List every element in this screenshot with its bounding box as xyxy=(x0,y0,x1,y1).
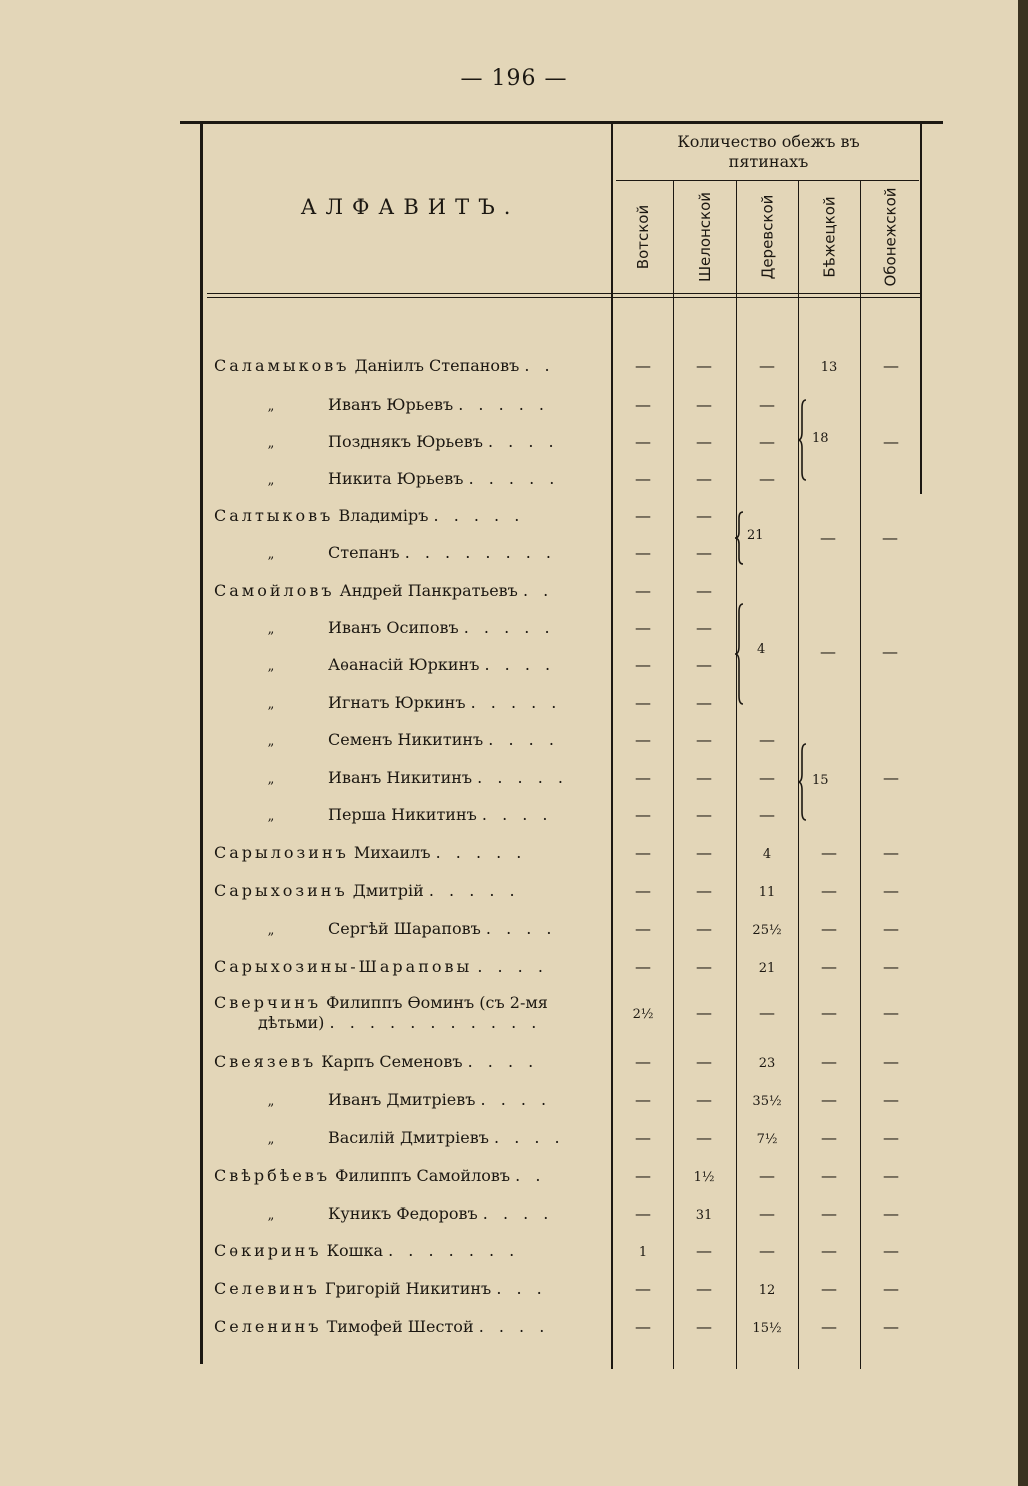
surname: Сарылозинъ xyxy=(214,843,349,862)
surname: Сѳкиринъ xyxy=(214,1241,322,1260)
given-name: Даніилъ Степановъ xyxy=(354,356,520,375)
header-bottom-rule-1 xyxy=(207,293,920,294)
table-cell: — xyxy=(635,543,651,562)
header-bottom-rule-2 xyxy=(207,297,920,298)
leader-dots: . . . . . xyxy=(477,768,568,787)
table-cell: — xyxy=(696,581,712,600)
table-cell: — xyxy=(635,919,651,938)
table-cell: — xyxy=(696,1241,712,1260)
ditto-mark: „ xyxy=(267,1132,275,1147)
table-row-name xyxy=(214,1166,600,1186)
table-row-name xyxy=(214,768,600,790)
brace-value-18: 18 xyxy=(812,431,829,446)
table-cell: — xyxy=(883,432,899,451)
given-name: Куникъ Федоровъ xyxy=(328,1204,478,1223)
alphabet-header: АЛФАВИТЪ. xyxy=(300,195,520,219)
surname: Салтыковъ xyxy=(214,506,334,525)
table-cell: 25½ xyxy=(752,923,782,938)
table-cell: — xyxy=(759,356,775,375)
leader-dots: . . . . xyxy=(487,432,559,451)
table-cell: — xyxy=(696,730,712,749)
table-cell: 15½ xyxy=(752,1321,782,1336)
table-cell: — xyxy=(821,957,837,976)
page-number: — 196 — xyxy=(460,66,568,91)
column-header-votskoy: Вотской xyxy=(634,204,653,270)
table-row-name xyxy=(214,805,600,827)
ditto-mark: „ xyxy=(267,399,275,414)
table-row-name xyxy=(214,506,600,526)
leader-dots: . . . . . xyxy=(470,693,562,712)
given-name: Михаилъ xyxy=(353,843,431,862)
table-left-border xyxy=(200,124,203,1364)
table-row-name xyxy=(214,581,600,601)
table-row-name xyxy=(214,356,600,376)
table-cell: — xyxy=(821,1166,837,1185)
table-cell: — xyxy=(635,1166,651,1185)
leader-dots: . . . . xyxy=(467,1052,539,1071)
leader-dots: . . . . . xyxy=(463,618,555,637)
table-cell: — xyxy=(635,881,651,900)
brace-4 xyxy=(735,602,755,706)
ditto-mark: „ xyxy=(267,734,275,749)
surname: Свеязевъ xyxy=(214,1052,317,1071)
table-row-name xyxy=(214,1241,600,1261)
brace-side-cell-obo-4: — xyxy=(882,642,898,661)
leader-dots: . . xyxy=(515,1166,546,1185)
given-name: Степанъ xyxy=(328,543,400,562)
given-name: Иванъ Юрьевъ xyxy=(328,395,454,414)
quantity-header-line1: Количество обежъ въ xyxy=(677,132,860,151)
table-cell: — xyxy=(759,1241,775,1260)
surname: Самойловъ xyxy=(214,581,335,600)
table-cell: — xyxy=(759,1204,775,1223)
table-cell: — xyxy=(635,432,651,451)
table-cell: — xyxy=(696,843,712,862)
table-cell: — xyxy=(696,543,712,562)
given-name: Дмитрій xyxy=(352,881,424,900)
table-cell: — xyxy=(759,768,775,787)
ditto-mark: „ xyxy=(267,622,275,637)
table-cell: — xyxy=(635,1204,651,1223)
leader-dots: . . . . . xyxy=(433,506,525,525)
table-cell: 23 xyxy=(758,1056,776,1071)
quantity-header xyxy=(616,132,921,172)
table-cell: — xyxy=(696,1128,712,1147)
table-cell: — xyxy=(696,1090,712,1109)
table-row-name xyxy=(214,730,600,752)
table-row-name xyxy=(214,919,600,941)
table-cell: — xyxy=(821,1003,837,1022)
ditto-mark: „ xyxy=(267,809,275,824)
table-row-name xyxy=(214,957,600,977)
page-edge-shadow xyxy=(1018,0,1028,1486)
table-cell: — xyxy=(696,957,712,976)
table-row-name xyxy=(214,881,600,901)
table-row-name xyxy=(214,618,600,640)
table-cell: — xyxy=(883,1241,899,1260)
given-name: Иванъ Дмитріевъ xyxy=(328,1090,476,1109)
table-cell: — xyxy=(696,693,712,712)
table-cell: — xyxy=(883,356,899,375)
leader-dots: . . . . . . . . xyxy=(404,543,556,562)
table-cell: — xyxy=(821,1204,837,1223)
table-cell: — xyxy=(883,843,899,862)
given-name: Карпъ Семеновъ xyxy=(321,1052,463,1071)
surname: Селенинъ xyxy=(214,1317,322,1336)
given-name: Тимофей Шестой xyxy=(326,1317,474,1336)
given-name: Иванъ Никитинъ xyxy=(328,768,473,787)
table-cell: — xyxy=(696,469,712,488)
leader-dots: . . . . . xyxy=(468,469,560,488)
table-cell: — xyxy=(759,730,775,749)
table-cell: — xyxy=(883,768,899,787)
given-name: Кошка xyxy=(326,1241,384,1260)
table-row-name xyxy=(214,655,600,677)
given-name: Игнатъ Юркинъ xyxy=(328,693,466,712)
given-name: Владиміръ xyxy=(338,506,429,525)
table-row-name xyxy=(214,993,600,1033)
ditto-mark: „ xyxy=(267,1094,275,1109)
ditto-mark: „ xyxy=(267,772,275,787)
column-header-obonezhskoy: Обонежской xyxy=(881,187,900,287)
ditto-mark: „ xyxy=(267,659,275,674)
table-row-name xyxy=(214,395,600,417)
brace-side-cell-bez-21: — xyxy=(820,528,836,547)
surname: Селевинъ xyxy=(214,1279,320,1298)
given-name: Василій Дмитріевъ xyxy=(328,1128,489,1147)
leader-dots: . . . . . . . . . . . xyxy=(329,1013,542,1032)
surname: Свѣрбѣевъ xyxy=(214,1166,331,1185)
table-cell: 11 xyxy=(758,885,776,900)
table-cell: — xyxy=(821,1128,837,1147)
table-cell: — xyxy=(759,469,775,488)
table-cell: 31 xyxy=(695,1208,713,1223)
table-cell: — xyxy=(635,618,651,637)
table-row-name xyxy=(214,1052,600,1072)
table-row-name xyxy=(214,1317,600,1337)
table-cell: — xyxy=(821,1090,837,1109)
leader-dots: . . . . xyxy=(494,1128,565,1147)
table-cell: — xyxy=(635,469,651,488)
given-name: Перша Никитинъ xyxy=(328,805,477,824)
table-cell: — xyxy=(635,957,651,976)
table-cell: — xyxy=(883,1128,899,1147)
given-name: Никита Юрьевъ xyxy=(328,469,464,488)
table-row-name xyxy=(214,1279,600,1299)
table-cell: — xyxy=(696,618,712,637)
leader-dots: . . . . xyxy=(482,1204,554,1223)
table-cell: — xyxy=(696,1052,712,1071)
table-cell: 1½ xyxy=(693,1170,715,1185)
table-row-name xyxy=(214,1204,600,1226)
table-cell: — xyxy=(821,843,837,862)
table-row-name xyxy=(214,1090,600,1112)
leader-dots: . . . . xyxy=(478,1317,550,1336)
table-cell: 21 xyxy=(758,961,776,976)
table-cell: — xyxy=(635,1128,651,1147)
table-cell: 13 xyxy=(820,360,838,375)
surname: Сарыхозинъ xyxy=(214,881,348,900)
table-cell: 12 xyxy=(758,1283,776,1298)
given-name: Филиппъ Самойловъ xyxy=(335,1166,511,1185)
table-cell: 7½ xyxy=(756,1132,778,1147)
table-cell: — xyxy=(696,768,712,787)
table-cell: — xyxy=(696,432,712,451)
leader-dots: . . . . xyxy=(480,1090,552,1109)
given-name: Григорій Никитинъ xyxy=(324,1279,492,1298)
leader-dots: . . . . . xyxy=(428,881,520,900)
table-cell: — xyxy=(821,881,837,900)
table-cell: — xyxy=(635,655,651,674)
table-cell: — xyxy=(883,1317,899,1336)
table-cell: — xyxy=(759,1003,775,1022)
table-cell: — xyxy=(696,655,712,674)
table-cell: — xyxy=(635,1279,651,1298)
table-cell: — xyxy=(635,805,651,824)
table-cell: 35½ xyxy=(752,1094,782,1109)
table-cell: — xyxy=(635,356,651,375)
table-cell: — xyxy=(635,581,651,600)
leader-dots: . . xyxy=(524,356,555,375)
table-cell: — xyxy=(635,693,651,712)
column-header-bezhetskoy: Бѣжецкой xyxy=(820,196,839,278)
table-cell: — xyxy=(635,1052,651,1071)
table-cell: — xyxy=(883,881,899,900)
ditto-mark: „ xyxy=(267,473,275,488)
table-cell: — xyxy=(883,1090,899,1109)
table-cell: — xyxy=(883,1166,899,1185)
given-name: Иванъ Осиповъ xyxy=(328,618,459,637)
table-cell: — xyxy=(635,506,651,525)
leader-dots: . . . . xyxy=(484,655,556,674)
leader-dots: . . . . xyxy=(488,730,559,749)
quantity-header-rule xyxy=(616,180,919,181)
table-cell: — xyxy=(635,395,651,414)
leader-dots: . . . xyxy=(496,1279,547,1298)
surname: Сарыхозины-Шараповы xyxy=(214,957,473,976)
table-cell: — xyxy=(696,1003,712,1022)
table-cell: — xyxy=(635,1090,651,1109)
table-cell: 1 xyxy=(638,1245,648,1260)
table-row-name xyxy=(214,693,600,715)
given-name: Сергѣй Шараповъ xyxy=(328,919,481,938)
leader-dots: . . . . . xyxy=(458,395,550,414)
table-cell: — xyxy=(635,1317,651,1336)
table-row-name xyxy=(214,432,600,454)
given-name: Филиппъ Ѳоминъ (съ 2-мя xyxy=(326,993,548,1012)
table-row-name xyxy=(214,469,600,491)
table-cell: — xyxy=(635,768,651,787)
name-continuation: дѣтьми) xyxy=(258,1013,325,1032)
surname: Сверчинъ xyxy=(214,993,322,1012)
leader-dots: . . . . xyxy=(477,957,548,976)
given-name: Аѳанасій Юркинъ xyxy=(328,655,480,674)
brace-side-cell-obo-21: — xyxy=(882,528,898,547)
table-cell: — xyxy=(696,919,712,938)
table-top-rule xyxy=(180,121,943,124)
table-cell: — xyxy=(635,843,651,862)
table-cell: — xyxy=(821,1279,837,1298)
brace-value-4: 4 xyxy=(757,642,766,657)
table-cell: — xyxy=(821,1241,837,1260)
brace-value-15: 15 xyxy=(812,773,829,788)
table-cell: — xyxy=(696,881,712,900)
table-row-name xyxy=(214,843,600,863)
table-cell: — xyxy=(883,1052,899,1071)
table-cell: — xyxy=(883,1204,899,1223)
table-row-name xyxy=(214,1128,600,1150)
table-cell: — xyxy=(696,506,712,525)
leader-dots: . . . . xyxy=(481,805,553,824)
table-cell: — xyxy=(696,356,712,375)
ditto-mark: „ xyxy=(267,547,275,562)
table-cell: — xyxy=(696,1279,712,1298)
ditto-mark: „ xyxy=(267,923,275,938)
table-cell: — xyxy=(635,730,651,749)
table-cell: — xyxy=(883,1003,899,1022)
table-cell: — xyxy=(821,1052,837,1071)
given-name: Семенъ Никитинъ xyxy=(328,730,484,749)
leader-dots: . . . . xyxy=(485,919,557,938)
given-name: Андрей Панкратьевъ xyxy=(339,581,518,600)
column-header-shelonskoy: Шелонской xyxy=(696,191,715,283)
table-cell: — xyxy=(696,395,712,414)
ditto-mark: „ xyxy=(267,436,275,451)
table-cell: — xyxy=(696,805,712,824)
table-cell: — xyxy=(759,1166,775,1185)
leader-dots: . . xyxy=(522,581,554,600)
table-cell: — xyxy=(759,805,775,824)
table-cell: — xyxy=(759,432,775,451)
table-cell: — xyxy=(883,919,899,938)
table-row-name xyxy=(214,543,600,565)
table-cell: — xyxy=(759,395,775,414)
brace-value-21: 21 xyxy=(747,528,764,543)
ditto-mark: „ xyxy=(267,697,275,712)
leader-dots: . . . . . xyxy=(435,843,527,862)
table-cell: — xyxy=(696,1317,712,1336)
quantity-header-line2: пятинахъ xyxy=(728,152,809,171)
leader-dots: . . . . . . . xyxy=(388,1241,520,1260)
surname: Саламыковъ xyxy=(214,356,350,375)
brace-side-cell-bez-4: — xyxy=(820,642,836,661)
table-cell: 4 xyxy=(762,847,772,862)
table-cell: — xyxy=(821,1317,837,1336)
table-cell: — xyxy=(883,1279,899,1298)
table-cell: — xyxy=(821,919,837,938)
given-name: Позднякъ Юрьевъ xyxy=(328,432,483,451)
ditto-mark: „ xyxy=(267,1208,275,1223)
column-header-derevskoy: Деревской xyxy=(758,194,777,280)
table-cell: — xyxy=(883,957,899,976)
table-cell: 2½ xyxy=(632,1007,654,1022)
